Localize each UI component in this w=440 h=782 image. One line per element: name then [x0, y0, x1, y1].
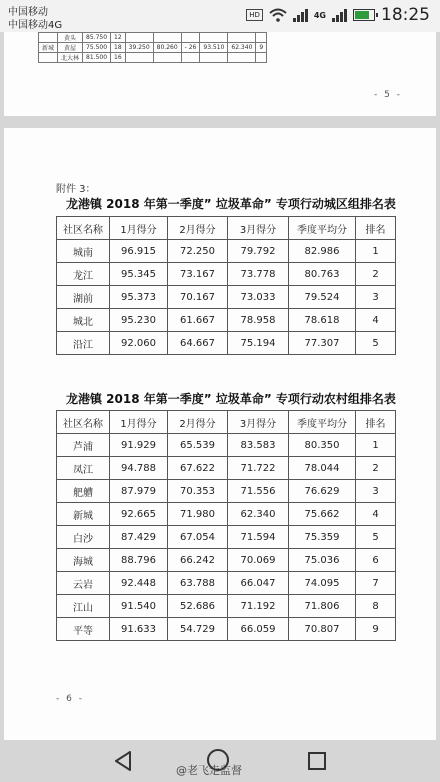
table-cell: 95.373	[110, 286, 168, 309]
table-cell	[153, 53, 181, 63]
table-cell: 82.986	[289, 240, 356, 263]
table-cell: 91.633	[110, 618, 168, 641]
table-cell: 64.667	[168, 332, 228, 355]
status-bar	[0, 0, 440, 32]
column-header: 2月得分	[168, 217, 228, 240]
carrier-secondary: 中国移动4G	[8, 20, 63, 31]
table-cell: 3	[356, 286, 396, 309]
table-cell: 94.788	[110, 457, 168, 480]
table-row	[57, 457, 396, 480]
table-cell: 71.980	[168, 503, 228, 526]
back-icon[interactable]	[113, 750, 133, 772]
table-cell: 72.250	[168, 240, 228, 263]
table-cell: 52.686	[168, 595, 228, 618]
table-cell: 海城	[57, 549, 110, 572]
table-row	[57, 549, 396, 572]
table-cell	[256, 53, 267, 63]
network-type: 4G	[313, 10, 326, 20]
carrier-primary: 中国移动	[8, 7, 48, 18]
table-cell	[200, 33, 228, 43]
table-cell: 66.242	[168, 549, 228, 572]
document-page	[4, 128, 436, 740]
table-cell: 62.340	[228, 43, 256, 53]
recent-apps-icon[interactable]	[308, 752, 326, 770]
table-cell	[181, 33, 200, 43]
table-cell: 87.979	[110, 480, 168, 503]
table-cell: 7	[356, 572, 396, 595]
table-cell	[256, 33, 267, 43]
table-cell: 舥艚	[57, 480, 110, 503]
table-cell: 65.539	[168, 434, 228, 457]
table-cell: 沿江	[57, 332, 110, 355]
table-cell: 66.047	[228, 572, 289, 595]
table-cell: 75.359	[289, 526, 356, 549]
table-cell: 芦浦	[57, 434, 110, 457]
table-cell: 78.958	[228, 309, 289, 332]
clock: 18:25	[381, 5, 430, 25]
table-cell: 1	[356, 434, 396, 457]
table-cell: 城南	[57, 240, 110, 263]
table-cell: 2	[356, 457, 396, 480]
table-cell: 93.510	[200, 43, 228, 53]
fragment-row	[39, 53, 267, 63]
watermark: @老飞走监督	[176, 764, 242, 777]
table-cell: 城北	[57, 309, 110, 332]
table-cell: 83.583	[228, 434, 289, 457]
table-cell: 9	[356, 618, 396, 641]
table-row	[57, 309, 396, 332]
column-header: 1月得分	[110, 217, 168, 240]
column-header: 排名	[356, 411, 396, 434]
table-cell: 75.662	[289, 503, 356, 526]
table-cell: 73.778	[228, 263, 289, 286]
hd-icon: HD	[246, 9, 263, 21]
table-row	[57, 263, 396, 286]
urban-table-title: 龙港镇 2018 年第一季度” 垃圾革命” 专项行动城区组排名表	[66, 197, 396, 211]
rural-ranking-table	[56, 410, 396, 641]
table-cell: 云岩	[57, 572, 110, 595]
table-cell	[39, 53, 58, 63]
table-cell: 71.594	[228, 526, 289, 549]
column-header: 1月得分	[110, 411, 168, 434]
column-header: 排名	[356, 217, 396, 240]
table-cell: 9	[256, 43, 267, 53]
table-row	[57, 526, 396, 549]
fragment-row	[39, 43, 267, 53]
table-cell	[228, 33, 256, 43]
previous-page-table	[38, 32, 267, 63]
table-cell: 白沙	[57, 526, 110, 549]
table-cell: 80.350	[289, 434, 356, 457]
table-cell: 71.806	[289, 595, 356, 618]
table-cell: 北大林	[58, 53, 83, 63]
table-cell: 70.353	[168, 480, 228, 503]
table-row	[57, 286, 396, 309]
table-cell: 75.500	[83, 43, 111, 53]
table-cell	[153, 33, 181, 43]
page-number-6: - 6 -	[56, 694, 84, 704]
table-row	[57, 332, 396, 355]
table-cell: 71.556	[228, 480, 289, 503]
table-cell: 63.788	[168, 572, 228, 595]
table-cell: 5	[356, 526, 396, 549]
column-header: 3月得分	[228, 411, 289, 434]
table-cell: 78.044	[289, 457, 356, 480]
table-cell: - 26	[181, 43, 200, 53]
table-cell: 70.069	[228, 549, 289, 572]
table-cell: 80.260	[153, 43, 181, 53]
table-cell: 91.540	[110, 595, 168, 618]
column-header: 社区名称	[57, 411, 110, 434]
table-cell: 12	[111, 33, 126, 43]
page-number-5: - 5 -	[374, 90, 402, 100]
column-header: 社区名称	[57, 217, 110, 240]
table-cell: 74.095	[289, 572, 356, 595]
table-cell: 87.429	[110, 526, 168, 549]
table-cell: 75.194	[228, 332, 289, 355]
table-cell: 62.340	[228, 503, 289, 526]
column-header: 季度平均分	[289, 411, 356, 434]
table-cell: 96.915	[110, 240, 168, 263]
urban-ranking-table	[56, 216, 396, 355]
signal-icon-2	[332, 8, 347, 22]
table-cell: 黄头	[58, 33, 83, 43]
table-row	[57, 572, 396, 595]
table-cell: 61.667	[168, 309, 228, 332]
table-cell: 8	[356, 595, 396, 618]
table-cell: 3	[356, 480, 396, 503]
table-cell: 66.059	[228, 618, 289, 641]
table-cell: 92.060	[110, 332, 168, 355]
table-cell: 新城	[39, 43, 58, 53]
table-cell: 80.763	[289, 263, 356, 286]
table-cell: 黄屋	[58, 43, 83, 53]
table-cell: 70.807	[289, 618, 356, 641]
table-cell: 龙江	[57, 263, 110, 286]
annex-label: 附件 3：	[56, 184, 96, 195]
column-header: 季度平均分	[289, 217, 356, 240]
table-cell: 70.167	[168, 286, 228, 309]
table-cell: 4	[356, 309, 396, 332]
table-cell: 79.524	[289, 286, 356, 309]
table-cell: 江山	[57, 595, 110, 618]
table-cell	[200, 53, 228, 63]
table-row	[57, 434, 396, 457]
table-cell: 平等	[57, 618, 110, 641]
table-cell: 81.500	[83, 53, 111, 63]
table-cell: 77.307	[289, 332, 356, 355]
table-cell: 67.054	[168, 526, 228, 549]
table-cell: 78.618	[289, 309, 356, 332]
battery-icon	[353, 9, 375, 21]
wifi-icon	[269, 8, 287, 22]
table-cell: 湖前	[57, 286, 110, 309]
table-cell: 92.665	[110, 503, 168, 526]
table-row	[57, 480, 396, 503]
table-cell: 75.036	[289, 549, 356, 572]
table-cell	[228, 53, 256, 63]
table-cell: 5	[356, 332, 396, 355]
header-row	[57, 217, 396, 240]
fragment-row	[39, 33, 267, 43]
table-cell: 91.929	[110, 434, 168, 457]
signal-icon	[293, 8, 308, 22]
table-cell: 18	[111, 43, 126, 53]
table-cell: 凤江	[57, 457, 110, 480]
table-cell	[125, 33, 153, 43]
table-cell: 1	[356, 240, 396, 263]
table-cell: 73.167	[168, 263, 228, 286]
column-header: 3月得分	[228, 217, 289, 240]
navigation-bar	[0, 740, 440, 782]
table-cell: 92.448	[110, 572, 168, 595]
rural-table-title: 龙港镇 2018 年第一季度” 垃圾革命” 专项行动农村组排名表	[66, 392, 396, 406]
header-row	[57, 411, 396, 434]
table-cell: 2	[356, 263, 396, 286]
table-row	[57, 240, 396, 263]
table-cell: 16	[111, 53, 126, 63]
table-cell: 67.622	[168, 457, 228, 480]
table-cell: 71.192	[228, 595, 289, 618]
table-cell: 73.033	[228, 286, 289, 309]
table-cell: 6	[356, 549, 396, 572]
table-row	[57, 595, 396, 618]
table-cell: 88.796	[110, 549, 168, 572]
table-cell	[181, 53, 200, 63]
table-row	[57, 618, 396, 641]
column-header: 2月得分	[168, 411, 228, 434]
table-cell	[125, 53, 153, 63]
table-cell: 71.722	[228, 457, 289, 480]
table-cell: 新城	[57, 503, 110, 526]
table-cell: 54.729	[168, 618, 228, 641]
table-cell: 85.750	[83, 33, 111, 43]
table-cell: 76.629	[289, 480, 356, 503]
previous-page	[4, 32, 436, 116]
table-cell: 79.792	[228, 240, 289, 263]
table-cell: 4	[356, 503, 396, 526]
table-cell	[39, 33, 58, 43]
table-cell: 39.250	[125, 43, 153, 53]
table-cell: 95.230	[110, 309, 168, 332]
table-cell: 95.345	[110, 263, 168, 286]
table-row	[57, 503, 396, 526]
